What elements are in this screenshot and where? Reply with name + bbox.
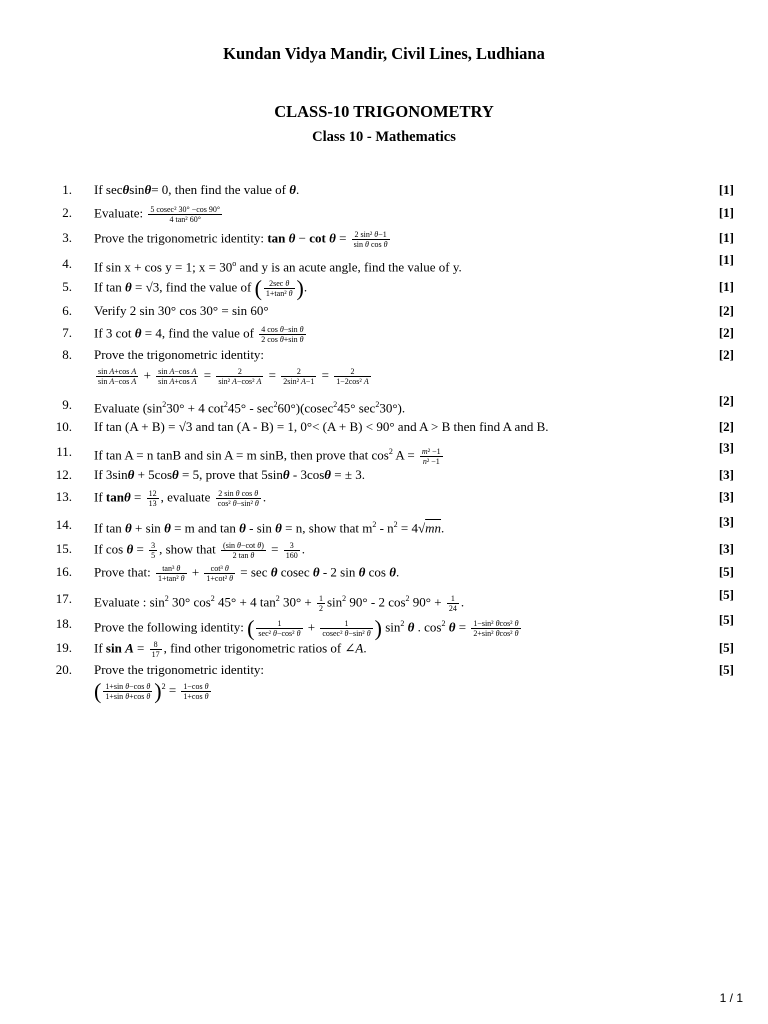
question-text: Prove that: $\frac{\text{tan³ θ}}{\text{1+tan² θ}}$ + $\frac{\text{cot³ θ}}{\text{1+cot² θ}}$ = sec θ cosec θ - 2 sin θ cos θ. (94, 564, 400, 583)
question-text: If tanθ = $\frac{12}{13}$ , evaluate $\frac{\text{2 sin θ cos θ}}{\text{cos² θ−sin² θ}}$ . (94, 489, 267, 508)
question-number: 5. (62, 279, 72, 294)
question-marks: [5] (718, 640, 734, 655)
question-marks: [1] (718, 252, 734, 267)
question-number: 20. (55, 662, 72, 677)
question-marks: [3] (718, 440, 734, 455)
question-marks: [2] (718, 325, 734, 340)
question-marks: [5] (718, 564, 734, 579)
question-text: If 3sinθ + 5cosθ = 5, prove that 5sinθ - 3cosθ = ± 3. (94, 467, 366, 482)
question-number: 15. (55, 541, 72, 556)
question-text: Prove the trigonometric identity: tan θ − cot θ = $\frac{\text{2 sin² θ−1}}{\text{sin θ cos θ}}$ (94, 230, 388, 249)
page-title: CLASS-10 TRIGONOMETRY (274, 102, 494, 121)
question-marks: [3] (718, 467, 734, 482)
question-text: Verify 2 sin 30° cos 30° = sin 60° (94, 303, 269, 318)
question-number: 4. (62, 256, 72, 271)
question-number: 8. (62, 347, 72, 362)
question-number: 10. (55, 419, 72, 434)
question-20-identity: ( $\frac{\text{1+sin θ−cos θ}}{\text{1+sin θ+cos θ}}$ )$^2$ = $\frac{\text{1−cos θ}}{\text{1+cos θ}}$ (94, 678, 209, 704)
question-number: 9. (62, 397, 72, 412)
page-subtitle: Class 10 - Mathematics (312, 129, 456, 145)
question-text: Evaluate : $\sin^2 30^\circ$ $\cos^2 45^\circ + 4$ $\tan^2 30^\circ$ + $\frac{1}{2}$ $\sin^2 90^\circ - 2$ $\cos^2 90^\circ$ + $\frac{1}{24}$ . (94, 593, 465, 613)
school-name: Kundan Vidya Mandir, Civil Lines, Ludhiana (223, 44, 545, 63)
question-text: If tan θ + sin θ = m and tan θ - sin θ = n, show that $m^2 - n^2 = 4√mn$. (94, 520, 445, 536)
question-marks: [1] (718, 182, 734, 197)
question-number: 19. (55, 640, 72, 655)
page-number: 1 / 1 (719, 991, 743, 1005)
question-marks: [3] (718, 489, 734, 504)
question-marks: [5] (718, 662, 734, 677)
question-text: Prove the following identity: ( $\frac{1}{\text{sec² θ−cos² θ}}$ + $\frac{1}{\text{cosec² θ−sin² θ}}$ ) $\sin^2 \theta$ . $\cos^2 \theta$ = $\frac{\text{1−sin² θcos² θ}}{\text{2+sin² θcos² θ}}$ (94, 615, 519, 641)
question-text: Evaluate: $\frac{\text{5 cosec² 30° −cos 90°}}{\text{4 tan² 60°}}$ (94, 205, 221, 224)
question-number: 17. (55, 591, 72, 606)
question-marks: [3] (718, 514, 734, 529)
question-number: 13. (55, 489, 72, 504)
question-marks: [2] (718, 393, 734, 408)
question-text: If tan (A + B) = √3 and tan (A - B) = 1, 0°< (A + B) < 90° and A > B then find A and B. (94, 419, 549, 434)
question-number: 11. (56, 444, 72, 459)
question-text: Prove the trigonometric identity: (94, 347, 265, 362)
question-number: 6. (62, 303, 72, 318)
question-number: 3. (62, 230, 72, 245)
question-number: 1. (62, 182, 72, 197)
question-text: If sin x + cos y = 1; $x = 30^o$ and y is an acute angle, find the value of y. (94, 259, 462, 275)
question-text: If tan θ = √3, find the value of ( $\frac{\text{2sec θ}}{\text{1+tan² θ}}$ ). (94, 275, 308, 301)
question-text: Prove the trigonometric identity: (94, 662, 265, 677)
question-text: If secθsinθ= 0, then find the value of θ. (94, 182, 300, 197)
question-number: 12. (55, 467, 72, 482)
question-text: Evaluate ($\sin^230^\circ + 4$ $\cot^245^\circ - \sec^260^\circ)(cosec^245^\circ$ $\sec^230^\circ$). (94, 400, 406, 416)
question-marks: [5] (718, 587, 734, 602)
question-marks: [2] (718, 419, 734, 434)
question-text: If sin A = $\frac{8}{17}$ , find other trigonometric ratios of ∠A. (94, 640, 367, 659)
question-8-identity: $\frac{\text{sin A+cos A}}{\text{sin A−cos A}}$ + $\frac{\text{sin A−cos A}}{\text{sin A+cos A}}$ = $\frac{2}{\text{sin² A−cos² A}}$ = $\frac{2}{\text{2sin² A−1}}$ = $\frac{2}{\text{1−2cos² A}}$ (98, 367, 369, 386)
question-number: 2. (62, 205, 72, 220)
question-text: If tan A = n tanB and sin A = m sinB, then prove that $\cos^2 A$ = $\frac{\text{m² −1}}{\text{n² −1}}$ (94, 446, 441, 466)
question-text: If 3 cot θ = 4, find the value of $\frac{\text{4 cos θ−sin θ}}{\text{2 cos θ+sin θ}}$ (94, 325, 304, 344)
question-marks: [2] (718, 347, 734, 362)
question-marks: [3] (718, 541, 734, 556)
question-marks: [1] (718, 230, 734, 245)
question-marks: [5] (718, 612, 734, 627)
question-marks: [1] (718, 205, 734, 220)
question-text: If cos θ = $\frac{3}{5}$ , show that $\frac{\text{(sin θ−cot θ)}}{\text{2 tan θ}}$ = $\frac{3}{160}$ . (94, 541, 305, 560)
question-number: 16. (55, 564, 72, 579)
question-number: 14. (55, 517, 72, 532)
question-marks: [2] (718, 303, 734, 318)
question-marks: [1] (718, 279, 734, 294)
question-number: 18. (55, 616, 72, 631)
question-number: 7. (62, 325, 72, 340)
